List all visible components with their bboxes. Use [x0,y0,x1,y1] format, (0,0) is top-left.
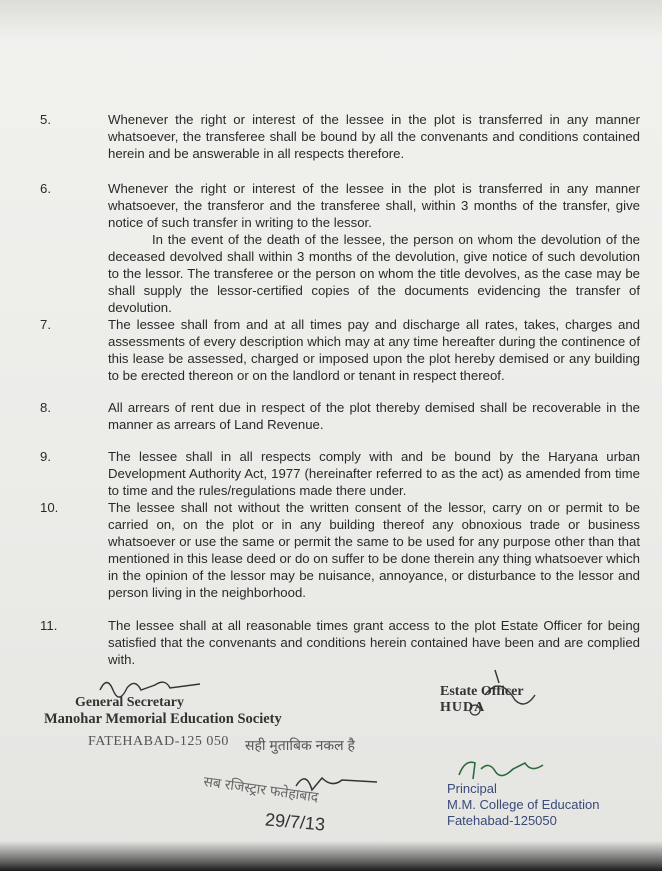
clause-number: 5. [40,112,51,127]
clause-paragraph: Whenever the right or interest of the lessee in the plot is transferred in any manner whatsoever, the transferor and the transferee shall, within 3 months of the transfer, give notice of such transfer in writing to the lessor. [108,181,640,230]
clause-paragraph: The lessee shall not without the written consent of the lessor, carry on or permit to be carried on, on the plot or in any building thereof any obnoxious trade or business whatsoever or use the same or permit the same to be used for any purpose other than that mentioned in this lease deed or do on suffer to be done therein any thing whatsoever which in the opinion of the lessor may be nuisance, annoyance, or disturbance to the lessor and person living in the neighborhood. [108,500,641,600]
sub-registrar-stamp: सब रजिस्ट्रार फतेहाबाद [202,772,320,805]
principal-signature-icon [455,755,555,783]
clause [40,448,640,499]
clause-paragraph: The lessee shall at all reasonable times grant access to the plot Estate Officer for being satisfied that the convenants and conditions herein contained have been and are complied with. [108,618,640,667]
clause [40,180,640,316]
clause-paragraph: In the event of the death of the lessee, the person on whom the devolution of the deceased devolved shall within 3 months of the devolution, give notice of such devolution to the lessor. The transferee or the person on whom the title devolves, as the case may be shall supply the lessor-certified copies of the documents evidencing the transfer of devolution. [108,232,640,315]
clause-number: 10. [40,500,59,515]
clause-paragraph: The lessee shall from and at all times pay and discharge all rates, takes, charges and assessments of every description which may at any time hereafter during the continence of this lease be assessed, charged or imposed upon the plot hereby demised or any building to be erected thereon or on the landlord or tenant in respect thereof. [108,317,640,383]
clause-number: 11. [40,618,58,633]
clause-paragraph: Whenever the right or interest of the lessee in the plot is transferred in any manner whatsoever, the transferee shall be bound by all the convenants and conditions contained herein and be answerable in all respects therefore. [108,112,640,161]
society-name: Manohar Memorial Education Society [44,711,282,727]
page-fold-shadow [0,0,662,40]
clause-text [108,399,640,433]
handwritten-date: 29/7/13 [264,809,326,835]
clause-text [108,617,640,668]
clause-text [108,111,640,162]
clause-text [108,180,640,316]
clause-number: 8. [40,400,51,415]
clause-paragraph: All arrears of rent due in respect of the plot thereby demised shall be recoverable in the manner as arrears of Land Revenue. [108,400,640,432]
clause-number: 7. [40,317,51,332]
principal-city: Fatehabad-125050 [447,813,557,828]
clause-text [108,316,640,384]
clause [40,316,640,384]
estate-officer-label: Estate Officer [440,684,524,699]
principal-stamp [447,781,599,829]
clause-number: 6. [40,181,51,196]
clause [40,617,640,668]
clause-text [108,499,640,601]
clause-number: 9. [40,449,51,464]
clause-paragraph: The lessee shall in all respects comply with and be bound by the Haryana urban Development Authority Act, 1977 (hereinafter referred to as the act) as amended from time to time and the rules/regulations made there under. [108,449,640,498]
society-stamp: FATEHABAD-125 050 [88,734,229,749]
huda-label: HUDA [440,700,486,715]
certified-copy-stamp: सही मुताबिक नकल है [245,737,355,753]
principal-title: Principal [447,781,497,796]
general-secretary-label: General Secretary [75,695,184,710]
clause [40,111,640,162]
clause [40,399,640,433]
bottom-edge-shadow [0,841,662,871]
principal-college: M.M. College of Education [447,797,600,812]
clause [40,499,640,601]
clause-text [108,448,640,499]
